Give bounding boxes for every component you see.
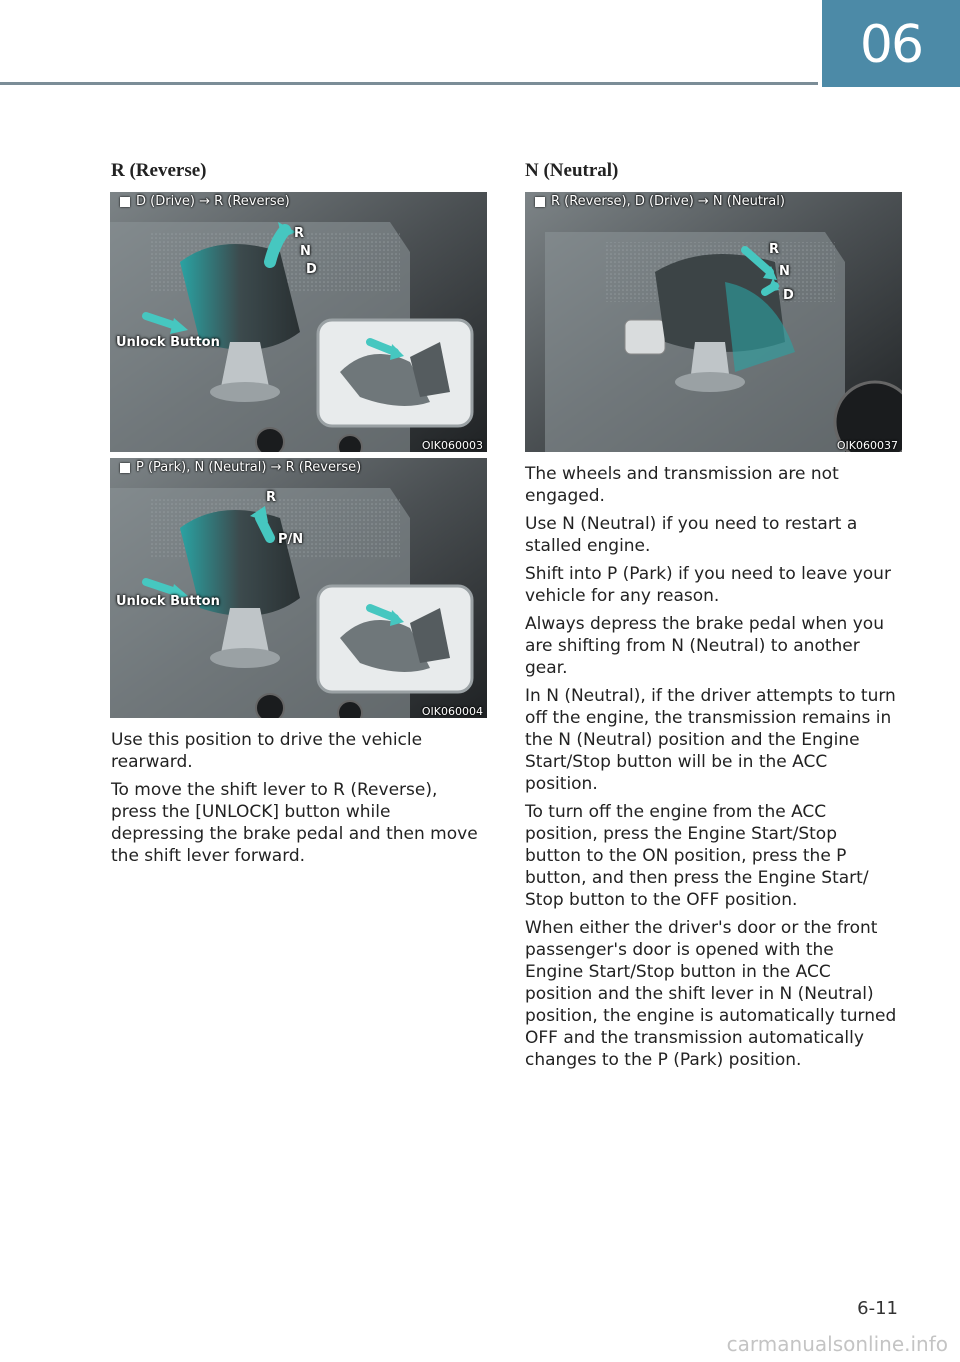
chapter-tab: 06 (822, 0, 960, 87)
figure-caption: R (Reverse), D (Drive) → N (Neutral) (535, 194, 785, 209)
figure-code: OIK060003 (421, 439, 483, 452)
header-rule (0, 82, 818, 85)
gear-label-d: D (783, 288, 794, 303)
section-heading-neutral: N (Neutral) (525, 160, 619, 181)
paragraph: Always depress the brake pedal when you are shifting from N (Neutral) to another gear. (525, 614, 884, 678)
gear-label-pn: P/N (278, 532, 304, 547)
gear-label-d: D (306, 262, 317, 277)
figure-caption: P (Park), N (Neutral) → R (Reverse) (120, 460, 361, 475)
gear-label-r: R (769, 242, 780, 257)
paragraph: Use N (Neutral) if you need to restart a stalled engine. (525, 514, 858, 556)
shifter-illustration (525, 192, 902, 452)
bullet-square-icon (535, 197, 545, 207)
gear-label-n: N (300, 244, 311, 259)
figure-caption: D (Drive) → R (Reverse) (120, 194, 290, 209)
shifter-illustration (110, 458, 487, 718)
figure-pn-to-r (110, 458, 487, 718)
figure-code: OIK060004 (421, 705, 483, 718)
section-heading-reverse: R (Reverse) (111, 160, 207, 181)
bullet-square-icon (120, 463, 130, 473)
unlock-button-label: Unlock Button (116, 335, 220, 350)
paragraph: In N (Neutral), if the driver attempts to turn off the engine, the transmission remains in the N (Neutral) position and the Engine Start/Stop button will be in the ACC position. (525, 686, 896, 794)
bullet-square-icon (120, 197, 130, 207)
gear-label-r: R (266, 490, 277, 505)
paragraph: To turn off the engine from the ACC position, press the Engine Start/Stop button to the ON position, press the P button, and then press the Engine Start/ Stop button to the OFF position. (525, 802, 869, 910)
paragraph: The wheels and transmission are not engaged. (525, 464, 839, 506)
reverse-body-text (111, 729, 481, 873)
unlock-button-label: Unlock Button (116, 594, 220, 609)
watermark: carmanualsonline.info (726, 1332, 948, 1356)
gear-label-n: N (779, 264, 790, 279)
figure-d-to-r (110, 192, 487, 452)
page-number: 6-11 (857, 1298, 898, 1319)
paragraph: Use this position to drive the vehicle rearward. (111, 730, 423, 772)
paragraph: To move the shift lever to R (Reverse), press the [UNLOCK] button while depressing the brake pedal and then move the shift lever forward. (111, 780, 478, 866)
paragraph: When either the driver's door or the front passenger's door is opened with the Engine Start/Stop button in the ACC position and the shift lever in N (Neutral) position, the engine is automatically turned OFF and the transmission automatically changes to the P (Park) position. (525, 918, 897, 1070)
gear-label-r: R (294, 226, 305, 241)
figure-to-neutral (525, 192, 902, 452)
neutral-body-text (525, 463, 897, 1077)
paragraph: Shift into P (Park) if you need to leave your vehicle for any reason. (525, 564, 891, 606)
figure-code: OIK060037 (836, 439, 898, 452)
